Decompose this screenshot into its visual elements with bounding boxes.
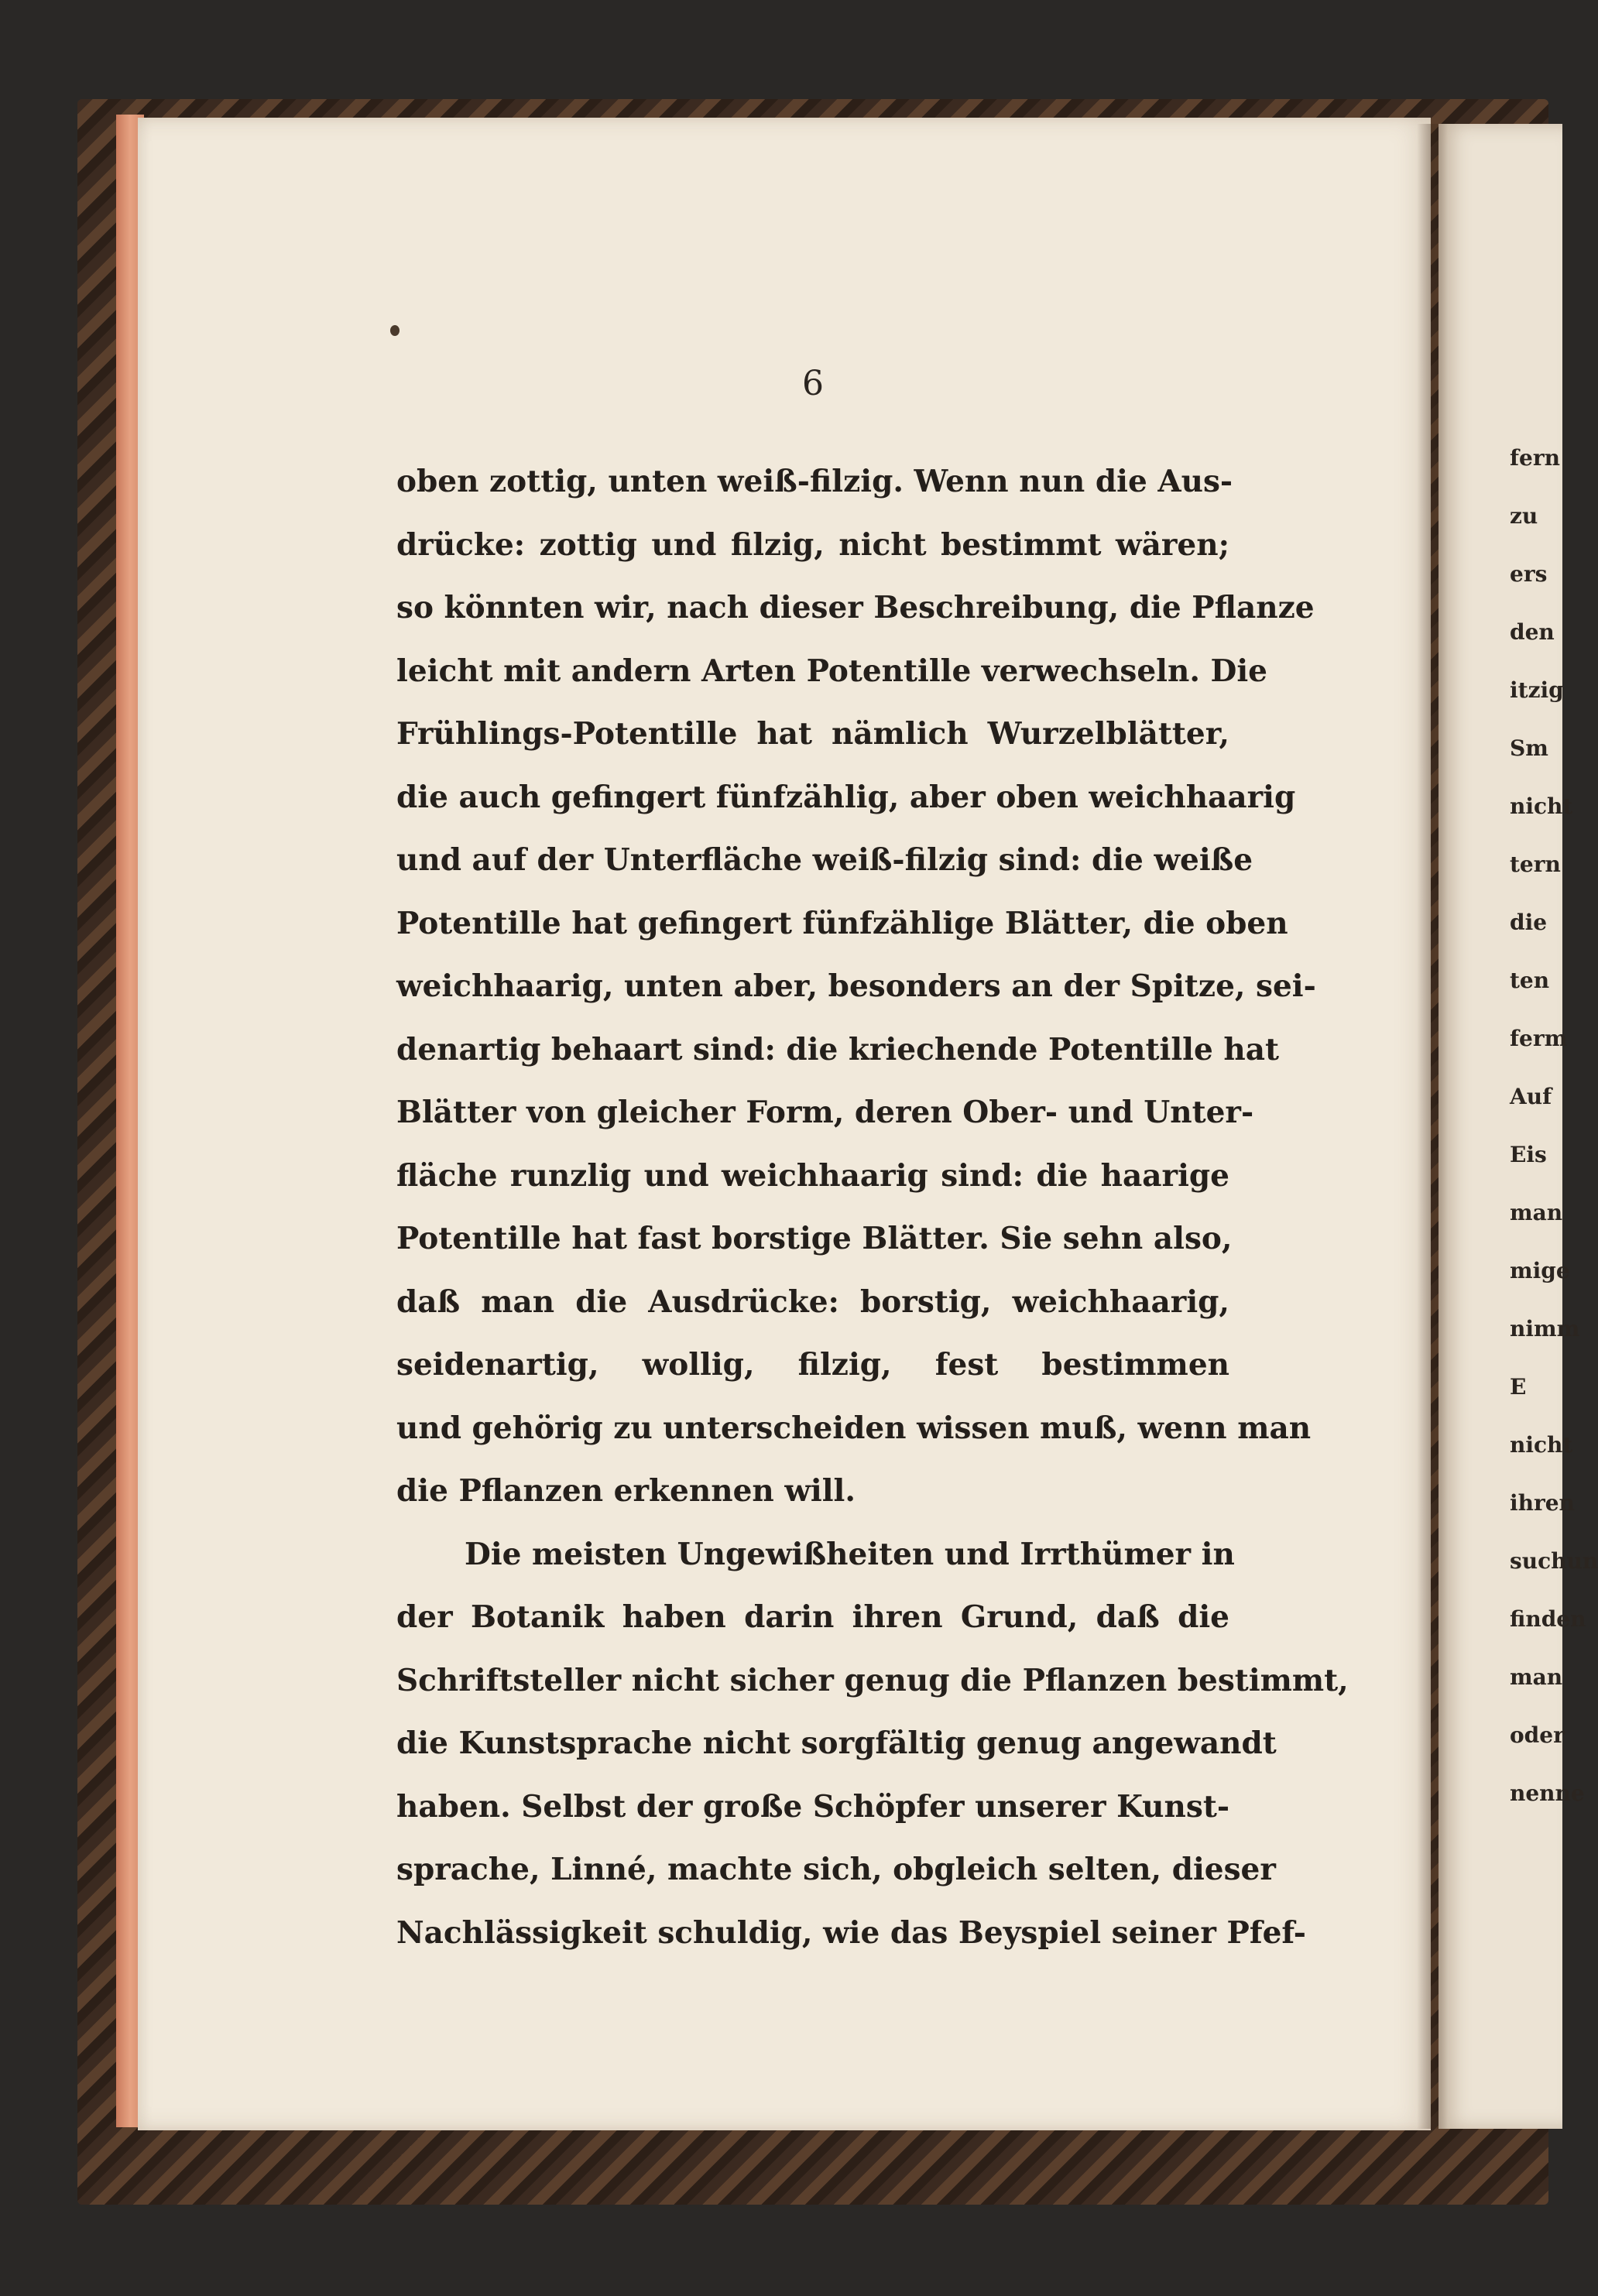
facing-page-fragment: nicht — [1510, 1432, 1573, 1458]
facing-page-fragment: ten — [1510, 968, 1550, 993]
text-line: oben zottig, unten weiß-filzig. Wenn nun die Aus- — [396, 464, 1233, 499]
text-line: Potentille hat fast borstige Blätter. Sie sehn also, — [396, 1221, 1233, 1256]
facing-page-fragment: oder — [1510, 1722, 1565, 1748]
facing-page-fragment: zu — [1510, 503, 1538, 529]
text-line: daß man die Ausdrücke: borstig, weichhaarig, — [396, 1283, 1229, 1320]
text-line: so könnten wir, nach dieser Beschreibung, die Pflanze — [396, 590, 1315, 625]
facing-page-fragment: mige — [1510, 1258, 1570, 1283]
facing-page-fragment: man — [1510, 1200, 1563, 1225]
text-line: drücke: zottig und filzig, nicht bestimmt wären; — [396, 526, 1229, 563]
text-line: Blätter von gleicher Form, deren Ober- und Unter- — [396, 1095, 1254, 1130]
facing-page-fragment: man — [1510, 1664, 1563, 1690]
text-line: Schriftsteller nicht sicher genug die Pflanzen bestimmt, — [396, 1662, 1349, 1698]
text-line: Die meisten Ungewißheiten und Irrthümer in — [465, 1536, 1235, 1572]
facing-page-fragment: fern — [1510, 445, 1560, 471]
facing-page-fragment: ferm — [1510, 1026, 1568, 1051]
text-line: sprache, Linné, machte sich, obgleich selten, dieser — [396, 1852, 1276, 1887]
text-line: die auch gefingert fünfzählig, aber oben weichhaarig — [396, 779, 1296, 815]
facing-page-fragment: Sm — [1510, 735, 1548, 761]
text-line: Potentille hat gefingert fünfzählige Blätter, die oben — [396, 905, 1288, 941]
facing-page-fragment: ers — [1510, 561, 1548, 587]
facing-page-fragment: tern — [1510, 852, 1561, 877]
book-gutter — [1417, 124, 1448, 2129]
text-line: leicht mit andern Arten Potentille verwechseln. Die — [396, 653, 1267, 689]
facing-page-fragment: die — [1510, 910, 1548, 935]
text-line: Nachlässigkeit schuldig, wie das Beyspiel seiner Pfef- — [396, 1914, 1306, 1951]
facing-page-fragment: den — [1510, 619, 1555, 645]
text-line: die Kunstsprache nicht sorgfältig genug angewandt — [396, 1725, 1277, 1761]
text-line: weichhaarig, unten aber, besonders an der Spitze, sei- — [396, 968, 1316, 1004]
facing-page-fragment: itzig — [1510, 677, 1564, 703]
text-line: und gehörig zu unterscheiden wissen muß, wenn man — [396, 1410, 1312, 1446]
facing-page-fragment: finden — [1510, 1606, 1586, 1632]
facing-page-fragment: nenne — [1510, 1780, 1585, 1806]
facing-page-fragment: Auf — [1510, 1084, 1552, 1109]
facing-page-fragment: ihren — [1510, 1490, 1575, 1516]
facing-page — [1439, 124, 1598, 2129]
text-line: Frühlings-Potentille hat nämlich Wurzelblätter, — [396, 716, 1229, 752]
text-line: die Pflanzen erkennen will. — [396, 1473, 856, 1509]
ink-speck — [390, 325, 400, 336]
facing-page-fragment: suchun — [1510, 1548, 1598, 1574]
facing-page-fragment: Eis — [1510, 1142, 1547, 1167]
facing-page-fragment: nimm — [1510, 1316, 1580, 1342]
text-line: haben. Selbst der große Schöpfer unserer Kunst- — [396, 1788, 1230, 1825]
text-line: seidenartig, wollig, filzig, fest bestimmen — [396, 1347, 1229, 1383]
text-line: fläche runzlig und weichhaarig sind: die haarige — [396, 1157, 1229, 1194]
text-line: der Botanik haben darin ihren Grund, daß die — [396, 1599, 1229, 1635]
facing-page-fragment: nicht — [1510, 793, 1573, 819]
page-number: 6 — [802, 364, 824, 403]
facing-page-fragment: E — [1510, 1374, 1527, 1400]
text-line: denartig behaart sind: die kriechende Potentille hat — [396, 1031, 1279, 1067]
text-line: und auf der Unterfläche weiß-filzig sind: die weiße — [396, 842, 1253, 878]
